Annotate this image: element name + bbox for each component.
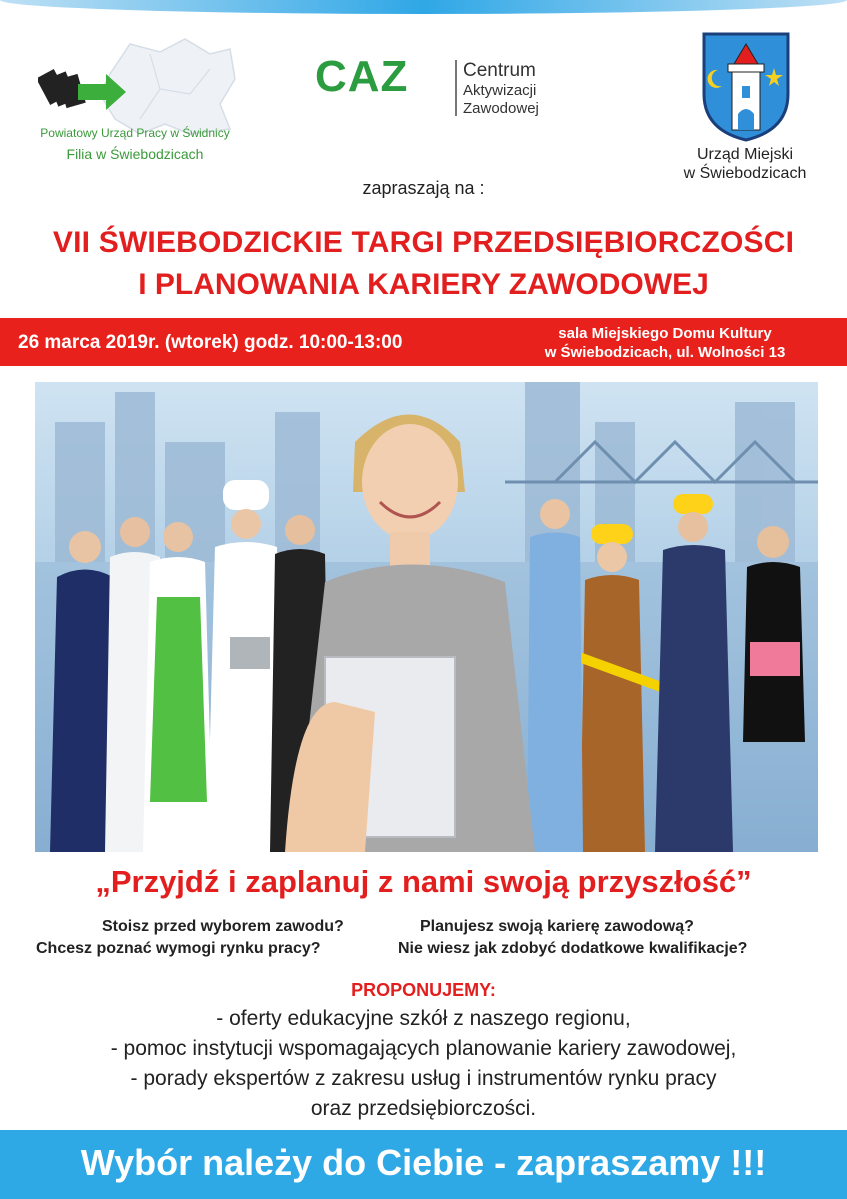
offer-line-4: oraz przedsiębiorczości. (310, 1097, 537, 1120)
event-date: 26 marca 2019r. (wtorek) godz. 10:00-13:00 (18, 332, 403, 353)
person-gardener (143, 522, 213, 852)
caz-letters: CAZ (315, 52, 409, 101)
professionals-photo (35, 382, 818, 852)
pup-branch: Filia w Świebodzicach (66, 146, 204, 162)
footer-text: Wybór należy do Ciebie - zapraszamy !!! (80, 1142, 767, 1183)
invite-text: zapraszają na : (362, 178, 485, 198)
city-hall-location: w Świebodzicach (683, 165, 807, 182)
offer-heading: PROPONUJEMY: (351, 980, 496, 1000)
person-nurse (527, 499, 583, 852)
caz-logo (315, 52, 575, 126)
event-title-line1: VII ŚWIEBODZICKIE TARGI PRZEDSIĘBIORCZOŚCI (52, 226, 795, 259)
caz-line1: Centrum (463, 60, 536, 81)
question-3: Chcesz poznać wymogi rynku pracy? (36, 940, 321, 957)
question-1: Stoisz przed wyborem zawodu? (102, 918, 344, 935)
question-2: Planujesz swoją karierę zawodową? (420, 918, 694, 935)
coat-of-arms-icon (700, 30, 792, 142)
offer-line-2: - pomoc instytucji wspomagających planowanie kariery zawodowej, (110, 1037, 737, 1060)
offer-line-3: - porady ekspertów z zakresu usług i instrumentów rynku pracy (130, 1067, 717, 1090)
offer-line-1: - oferty edukacyjne szkół z naszego regionu, (216, 1007, 631, 1030)
event-title-line2: I PLANOWANIA KARIERY ZAWODOWEJ (138, 268, 709, 301)
pup-name: Powiatowy Urząd Pracy w Świdnicy (40, 126, 230, 140)
caz-divider (455, 60, 457, 116)
event-venue-line2: w Świebodzicach, ul. Wolności 13 (544, 344, 786, 361)
city-hall-logo (670, 30, 830, 190)
slogan: „Przyjdź i zaplanuj z nami swoją przyszłość” (95, 864, 752, 899)
question-4: Nie wiesz jak zdobyć dodatkowe kwalifikacje? (398, 940, 748, 957)
top-decorative-stripe (0, 0, 847, 14)
event-venue-line1: sala Miejskiego Domu Kultury (558, 325, 772, 342)
caz-line3: Zawodowej (463, 100, 539, 117)
city-hall-name: Urząd Miejski (696, 146, 793, 163)
arrow-cards-icon (38, 66, 128, 116)
pup-logo (30, 28, 240, 168)
caz-line2: Aktywizacji (463, 82, 537, 99)
